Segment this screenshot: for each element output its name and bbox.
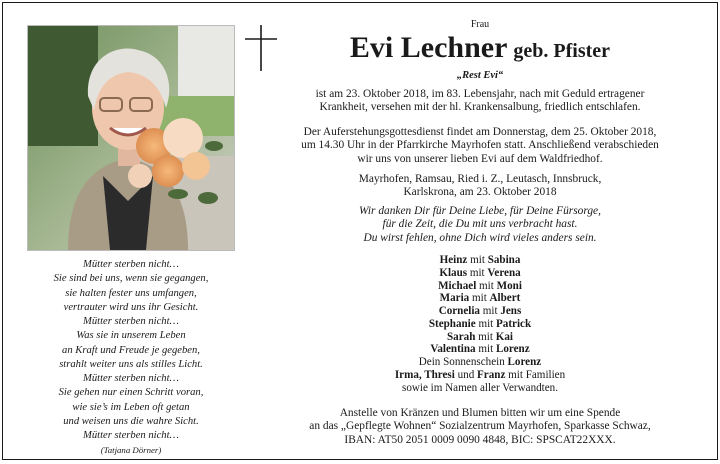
poem-line: Sie sind bei uns, wenn sie gegangen, <box>53 273 209 285</box>
poem-line: Mütter sterben nicht… <box>83 430 179 441</box>
obituary-notice <box>2 2 718 460</box>
mourner-joiner: mit <box>475 317 497 330</box>
mourner-name: Maria <box>439 292 470 305</box>
mourner-name: Cornelia <box>438 305 480 318</box>
text-line: Du wirst fehlen, ohne Dich wird vieles anders sein. <box>363 231 597 244</box>
mourner-joiner: mit <box>475 343 496 356</box>
mourner-joiner: mit <box>467 254 488 266</box>
poem-line: Mütter sterben nicht… <box>83 373 179 384</box>
mourner-partner: Albert <box>489 292 521 305</box>
poem-line: strahlt weiter uns als stilles Licht. <box>59 358 203 370</box>
mourner-joiner: mit <box>469 292 490 305</box>
mourner-joiner: mit <box>475 330 496 343</box>
mourner-row <box>248 318 712 331</box>
mourner-partner: Verena <box>487 266 521 279</box>
mourner-name: Valentina <box>430 343 476 356</box>
mourner-joiner: mit <box>476 279 497 292</box>
funeral-service-paragraph <box>248 126 712 166</box>
donation-paragraph <box>248 407 712 447</box>
mourner-partner: Patrick <box>496 317 532 330</box>
text-line: ist am 23. Oktober 2018, im 83. Lebensjahr, nach mit Geduld ertragener <box>315 88 645 100</box>
full-name: Evi Lechner <box>349 31 508 64</box>
mourner-row <box>248 369 712 382</box>
poem-line: Was sie in unserem Leben <box>76 330 186 342</box>
mourner-row <box>248 254 712 267</box>
families-text: mit Familien <box>505 369 566 382</box>
mourner-name: Sarah <box>447 330 476 343</box>
text-line: für die Zeit, die Du mit uns verbracht hast. <box>382 218 578 231</box>
place-date-paragraph <box>248 173 712 200</box>
nickname: „Rest Evi“ <box>456 70 504 81</box>
mourner-row <box>248 267 712 280</box>
text-line: Der Auferstehungsgottesdienst findet am Donnerstag, dem 25. Oktober 2018, <box>303 126 657 138</box>
mourner-row <box>248 280 712 293</box>
relatives-row: sowie im Namen aller Verwandten. <box>402 381 558 394</box>
mourner-joiner: mit <box>467 266 488 279</box>
text-line: Wir danken Dir für Deine Liebe, für Deine Fürsorge, <box>359 205 601 217</box>
mourner-partner: Lorenz <box>495 343 530 356</box>
text-line: Mayrhofen, Ramsau, Ried i. Z., Leutasch, Innsbruck, <box>358 173 602 185</box>
bank-details: IBAN: AT50 2051 0009 0090 4848, BIC: SPSCAT22XXX. <box>344 433 616 446</box>
sunshine-name: Lorenz <box>507 356 542 369</box>
mourner-partner: Sabina <box>487 254 521 266</box>
birth-name: geb. Pfister <box>513 40 611 62</box>
text-line: Krankheit, versehen mit der hl. Krankensalbung, friedlich entschlafen. <box>319 101 641 114</box>
text-line: Karlskrona, am 23. Oktober 2018 <box>403 186 557 199</box>
mourner-joiner: mit <box>479 305 501 318</box>
text-line: wir uns von unserer lieben Evi auf dem Waldfriedhof. <box>357 152 603 165</box>
name-prefix: Frau <box>470 19 490 30</box>
text-line: Anstelle von Kränzen und Blumen bitten wir um eine Spende <box>339 407 621 419</box>
poem-credit: (Tatjana Dörner) <box>100 445 162 456</box>
poem-line: vertrauter wird uns ihr Gesicht. <box>63 301 199 313</box>
poem-line: Mütter sterben nicht… <box>83 259 179 270</box>
text-line: an das „Gepflegte Wohnen“ Sozialzentrum Mayrhofen, Sparkasse Schwaz, <box>309 420 651 433</box>
mourner-name: Irma, Thresi <box>394 369 455 382</box>
mourner-name: Stephanie <box>428 317 476 330</box>
text-line: um 14.30 Uhr in der Pfarrkirche Mayrhofen statt. Anschließend verabschieden <box>301 139 659 152</box>
poem-line: wie sie’s im Leben oft getan <box>72 401 190 413</box>
mourners-list <box>248 254 712 395</box>
mourner-row <box>248 292 712 305</box>
mourner-name: Michael <box>438 279 477 292</box>
thanks-paragraph <box>248 205 712 245</box>
portrait-photo <box>27 25 235 251</box>
mourner-partner: Moni <box>496 279 522 292</box>
mourner-name: Klaus <box>439 266 468 279</box>
deceased-name <box>248 33 712 68</box>
sunshine-text: Dein Sonnenschein <box>418 356 508 369</box>
mourner-name: Heinz <box>439 254 468 266</box>
mourner-partner: Kai <box>495 330 513 343</box>
poem-line: und weisen uns die wahre Sicht. <box>63 415 199 427</box>
mourner-row <box>248 331 712 344</box>
mourner-joiner: und <box>454 369 478 382</box>
mourner-name: Franz <box>477 369 506 382</box>
mourner-row <box>248 356 712 369</box>
poem-line: sie halten fester uns umfangen, <box>65 287 197 299</box>
death-notice-paragraph <box>248 88 712 115</box>
poem-line: an Kraft und Freude je gegeben, <box>62 344 200 356</box>
poem-line: Sie gehen nur einen Schritt voran, <box>58 387 204 399</box>
memorial-poem <box>15 258 247 456</box>
mourner-row <box>248 305 712 318</box>
mourner-partner: Jens <box>500 305 522 318</box>
poem-line: Mütter sterben nicht… <box>83 316 179 327</box>
mourner-row <box>248 343 712 356</box>
